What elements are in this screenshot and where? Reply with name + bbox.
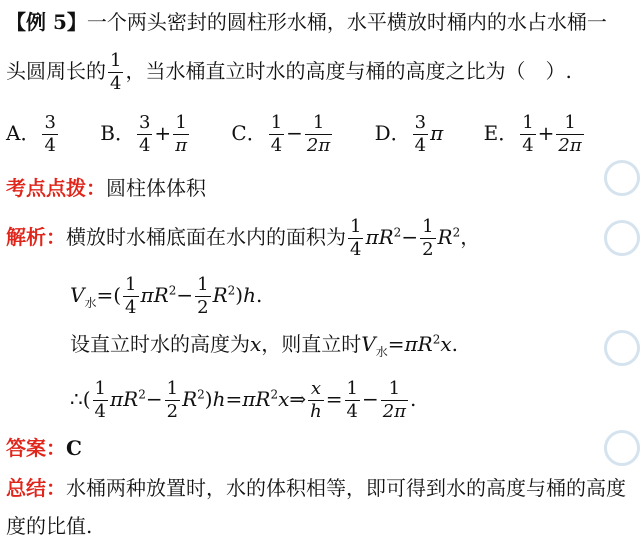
analysis-formula-volume: $V_水=$( $\frac{1}{4}$ $\pi R^2-$ $\frac{1}{2}$ $R^2)h$. <box>70 274 263 318</box>
fraction-one-quarter: $\frac{1}{4}$ <box>125 274 137 318</box>
problem-line-1 <box>6 12 607 32</box>
option-d-label: D． <box>374 121 411 145</box>
key-point-label: 考点点拨： <box>6 176 106 200</box>
fraction-one-quarter: $\frac{1}{4}$ <box>350 216 362 260</box>
fraction-one-quarter: $\frac{1}{4}$ <box>94 378 106 422</box>
option-b-fraction-2: $\frac{1}{\pi}$ <box>175 112 188 156</box>
option-a <box>6 114 60 155</box>
summary-label: 总结： <box>6 476 66 500</box>
fraction-x-over-h: $\frac{x}{h}$ <box>310 378 322 422</box>
fraction-one-half: $\frac{1}{2}$ <box>197 274 209 318</box>
watermark-seal <box>604 430 638 468</box>
problem-text-2b: ，当水桶直立时水的高度与桶的高度之比为（ ）. <box>125 59 572 83</box>
summary-line-2 <box>6 516 92 536</box>
close-bracket: 】 <box>66 10 87 34</box>
example-label: 例 5 <box>26 10 67 34</box>
analysis-text-1: 横放时水桶底面在水内的面积为 <box>66 225 346 249</box>
option-c-fraction-1: $\frac{1}{4}$ <box>270 112 283 156</box>
answer-line <box>6 438 82 458</box>
answer-value: C <box>66 436 82 460</box>
option-a-fraction: $\frac{3}{4}$ <box>44 112 56 156</box>
problem-text-1: 一个两头密封的圆柱形水桶，水平横放时桶内的水占水桶一 <box>86 10 607 34</box>
analysis-formula-ratio: ∴( $\frac{1}{4}$ $\pi R^2-$ $\frac{1}{2}$ $R^2)h=\pi R^2x\Rightarrow$ $\frac{x}{h}$ = $\frac{1}{4}$ − $\frac{1}{2\pi}$ . <box>70 378 417 422</box>
fraction-one-half: $\frac{1}{2}$ <box>422 216 434 260</box>
analysis-line-3: 设直立时水的高度为x，则直立时$V_水=\pi R^2x$. <box>70 332 459 359</box>
key-point-line <box>6 178 206 198</box>
summary-text-2: 度的比值. <box>6 514 93 538</box>
option-e-fraction-1: $\frac{1}{4}$ <box>522 112 534 156</box>
summary-text-1: 水桶两种放置时，水的体积相等，即可得到水的高度与桶的高度 <box>66 476 626 500</box>
fraction-one-quarter: $\frac{1}{4}$ <box>346 378 358 422</box>
answer-label: 答案： <box>6 436 66 460</box>
fraction-one-quarter: $\frac{1}{4}$ <box>110 50 122 94</box>
fraction-one-half: $\frac{1}{2}$ <box>166 378 179 422</box>
option-e: E． $\frac{1}{4}$ + $\frac{1}{2\pi}$ <box>483 112 582 156</box>
option-b: B． $\frac{3}{4}$ + $\frac{1}{\pi}$ <box>100 112 188 156</box>
watermark-seal <box>604 330 638 368</box>
option-e-fraction-2: $\frac{1}{2\pi}$ <box>558 112 582 156</box>
problem-line-2 <box>6 52 572 93</box>
watermark-seal <box>604 160 638 198</box>
watermark-seal <box>604 220 638 258</box>
option-c-label: C． <box>231 121 267 145</box>
option-b-label: B． <box>100 121 135 145</box>
fraction-one-over-two-pi: $\frac{1}{2\pi}$ <box>382 378 407 422</box>
key-point-text: 圆柱体体积 <box>106 176 206 200</box>
open-bracket: 【 <box>6 10 26 34</box>
option-d-fraction: $\frac{3}{4}$ <box>414 112 427 156</box>
problem-text-2a: 头圆周长的 <box>6 59 106 83</box>
option-d: D． $\frac{3}{4}$ π <box>374 112 444 156</box>
analysis-text-3: 设直立时水的高度为 <box>70 332 250 356</box>
option-a-label: A． <box>6 121 41 145</box>
analysis-line-1: 解析：横放时水桶底面在水内的面积为 $\frac{1}{4}$ $\pi R^2-$ $\frac{1}{2}$ $R^2$， <box>6 216 481 260</box>
option-c-fraction-2: $\frac{1}{2\pi}$ <box>306 112 331 156</box>
summary-line-1 <box>6 478 626 498</box>
option-e-label: E． <box>483 121 519 145</box>
option-c: C． $\frac{1}{4}$ − $\frac{1}{2\pi}$ <box>231 112 331 156</box>
analysis-label: 解析： <box>6 225 66 249</box>
options-row <box>6 114 586 155</box>
option-b-fraction-1: $\frac{3}{4}$ <box>138 112 151 156</box>
